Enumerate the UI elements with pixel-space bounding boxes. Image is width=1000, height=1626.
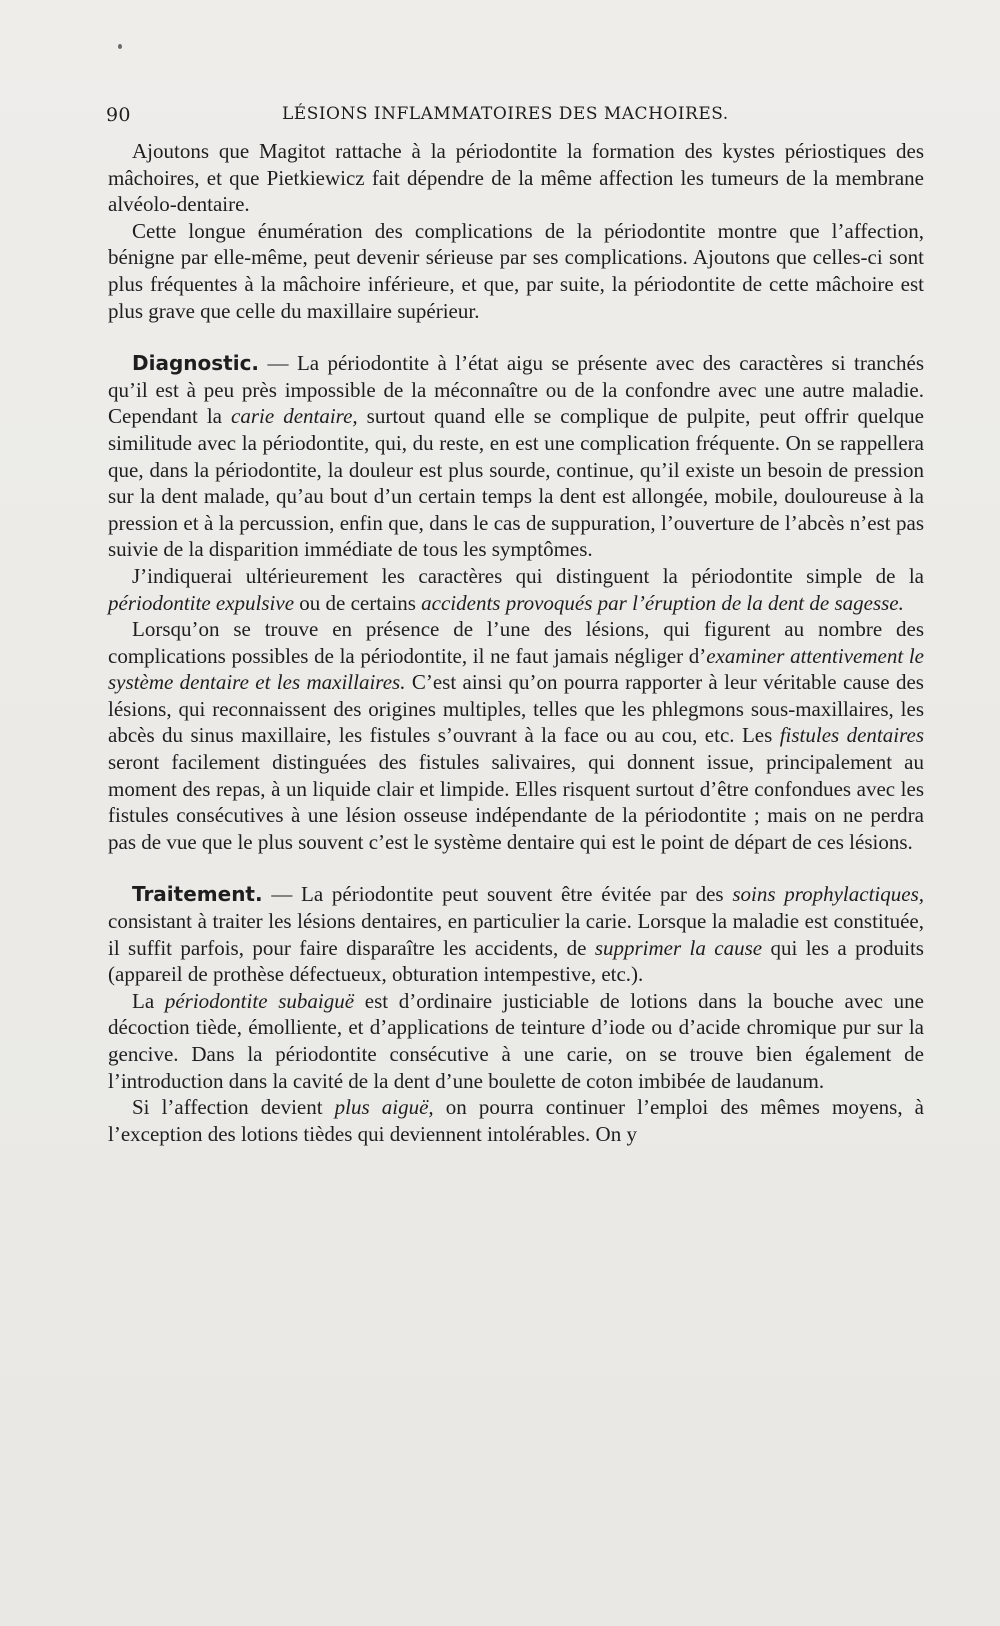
traitement-paragraph bbox=[108, 881, 924, 987]
running-title: LÉSIONS INFLAMMATOIRES DES MACHOIRES. bbox=[282, 104, 729, 124]
text-run: est d’ordinaire justiciable de lotions dans la bouche avec une décoction tiède, émolliente, et d’applications de teinture d’iode ou d’acide chromique pur sur la gencive. Dans la périodontite consécutive à une carie, on se trouve bien également de l’introduction dans la cavité de la dent d’une boulette de coton imbibée de laudanum. bbox=[108, 988, 925, 1093]
italic-term: soins prophylactiques, bbox=[732, 882, 924, 907]
paragraph: Cette longue énumération des complications de la périodontite montre que l’affection, bénigne par elle-même, peut devenir sérieuse par ses complications. Ajoutons que celles-ci sont plus fréquentes à la mâchoire inférieure, et que, par suite, la périodontite de cette mâchoire est plus grave que celle du maxillaire supérieur. bbox=[108, 218, 924, 323]
text-run: on pourra continuer l’emploi des mêmes moyens, à l’exception des lotions tièdes qui deviennent intolérables. On y bbox=[108, 1095, 924, 1146]
italic-term: accidents provoqués par l’éruption de la dent de sagesse. bbox=[421, 590, 904, 615]
text-run: consistant à traiter les lésions dentaires, en particulier la carie. Lorsque la maladie est constituée, il suffit parfois, pour faire disparaître les accidents, de bbox=[108, 909, 924, 960]
text-run: ou de certains bbox=[294, 590, 422, 615]
page-number: 90 bbox=[106, 104, 131, 126]
italic-term: supprimer la cause bbox=[594, 935, 763, 960]
text-run: Si l’affection devient bbox=[132, 1095, 335, 1120]
text-run: Lorsqu’on se trouve en présence de l’une des lésions, qui figurent au nombre des complications possibles de la périodontite, il ne faut jamais négliger d’ bbox=[108, 617, 924, 668]
text-run: — La périodontite à l’état aigu se présente avec des caractères si tranchés qu’il est à peu près impossible de la méconnaître ou de la confondre avec une autre maladie. Cependant la bbox=[108, 351, 924, 429]
paragraph bbox=[108, 616, 924, 855]
diagnostic-paragraph bbox=[108, 350, 924, 563]
paragraph bbox=[108, 563, 924, 616]
italic-term: plus aiguë, bbox=[334, 1095, 434, 1120]
text-run: seront facilement distinguées des fistules salivaires, qui donnent issue, principalement au moment des repas, à un liquide clair et limpide. Elles risquent surtout d’être confondues avec les fistules consécutives à une lésion osseuse indépendante de la périodontite ; mais on ne perdra pas de vue que le plus souvent c’est le système dentaire qui est le point de départ de ces lésions. bbox=[108, 750, 924, 854]
body-text bbox=[108, 138, 924, 1147]
page-header bbox=[106, 100, 926, 130]
text-run: — La périodontite peut souvent être évitée par des bbox=[262, 882, 733, 907]
text-run: qui les a produits (appareil de prothèse défectueux, obturation intempestive, etc.). bbox=[108, 935, 924, 987]
text-run: surtout quand elle se complique de pulpite, peut offrir quelque similitude avec la périodontite, qui, du reste, en est une complication fréquente. On se rappellera que, dans la périodontite, la douleur est plus sourde, continue, qu’il existe un besoin de pression sur la dent malade, qu’au bout d’un certain temps la dent est allongée, mobile, douloureuse à la pression et à la percussion, enfin que, dans le cas de suppuration, l’ouverture de l’abcès n’est pas suivie de la disparition immédiate de tous les symptômes. bbox=[108, 404, 924, 562]
italic-term: fistules dentaires bbox=[779, 723, 924, 748]
text-run: J’indiquerai ultérieurement les caractères qui distinguent la périodontite simple de la bbox=[132, 563, 924, 588]
text-run: La bbox=[132, 988, 165, 1013]
italic-term: périodontite subaiguë bbox=[164, 988, 355, 1013]
italic-term: examiner attentivement le système dentaire et les maxillaires. bbox=[108, 643, 924, 695]
paragraph bbox=[108, 988, 924, 1094]
print-speck bbox=[118, 44, 122, 49]
section-heading-traitement: Traitement. bbox=[132, 882, 263, 907]
italic-term: périodontite expulsive bbox=[108, 590, 295, 615]
paragraph: Ajoutons que Magitot rattache à la périodontite la formation des kystes périostiques des mâchoires, et que Pietkiewicz fait dépendre de la même affection les tumeurs de la membrane alvéolo-dentaire. bbox=[108, 139, 924, 217]
paragraph bbox=[108, 1094, 924, 1147]
italic-term: carie dentaire, bbox=[231, 404, 358, 429]
section-heading-diagnostic: Diagnostic. bbox=[132, 351, 260, 376]
text-run: C’est ainsi qu’on pourra rapporter à leur véritable cause des lésions, qui reconnaissent des origines multiples, telles que les phlegmons sous-maxillaires, les abcès du sinus maxillaire, les fistules s’ouvrant à la face ou au cou, etc. Les bbox=[108, 670, 924, 748]
